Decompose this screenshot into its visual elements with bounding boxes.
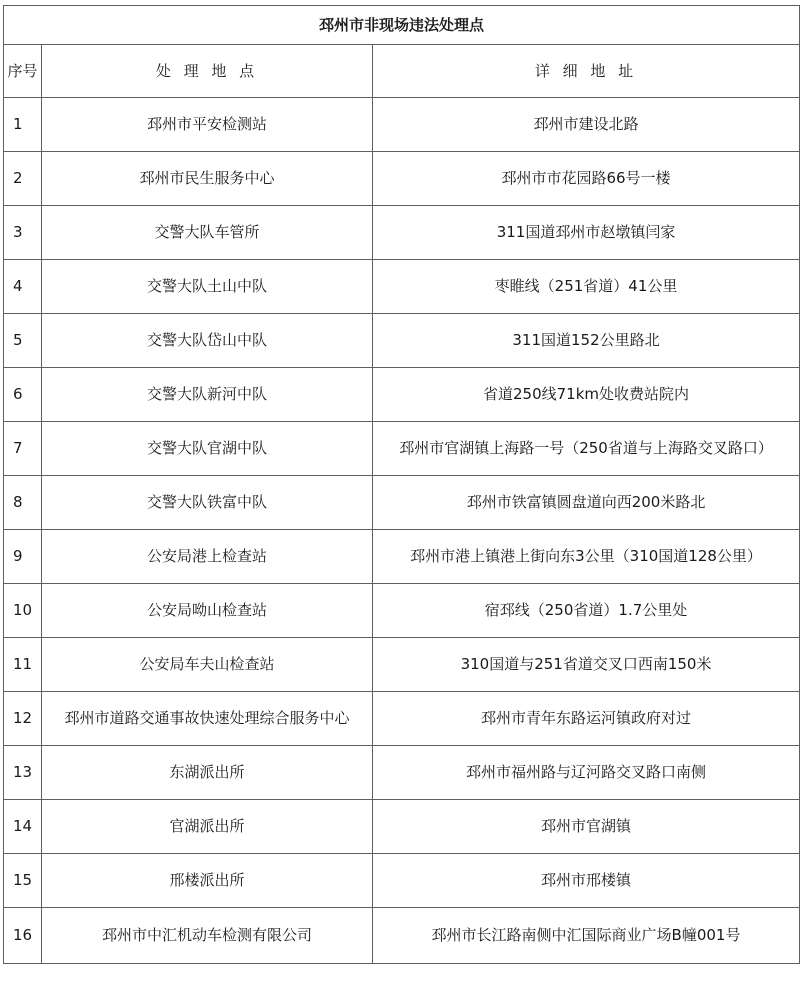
table-row xyxy=(4,422,800,476)
row-place: 官湖派出所 xyxy=(42,800,373,854)
row-place: 邢楼派出所 xyxy=(42,854,373,908)
table-row xyxy=(4,800,800,854)
row-address: 邳州市铁富镇圆盘道向西200米路北 xyxy=(373,476,800,530)
row-number: 15 xyxy=(4,854,42,908)
table-row xyxy=(4,476,800,530)
row-number: 16 xyxy=(4,908,42,964)
row-number: 3 xyxy=(4,206,42,260)
row-address: 邳州市邢楼镇 xyxy=(373,854,800,908)
table-row xyxy=(4,260,800,314)
table-row xyxy=(4,908,800,964)
row-address: 邳州市建设北路 xyxy=(373,98,800,152)
table-row xyxy=(4,314,800,368)
table-row xyxy=(4,746,800,800)
row-number: 9 xyxy=(4,530,42,584)
violation-locations-table xyxy=(3,5,800,964)
row-address: 邳州市港上镇港上街向东3公里（310国道128公里） xyxy=(373,530,800,584)
row-number: 12 xyxy=(4,692,42,746)
row-place: 公安局港上检查站 xyxy=(42,530,373,584)
row-number: 7 xyxy=(4,422,42,476)
table-row xyxy=(4,584,800,638)
row-number: 4 xyxy=(4,260,42,314)
row-number: 6 xyxy=(4,368,42,422)
row-address: 邳州市市花园路66号一楼 xyxy=(373,152,800,206)
row-place: 公安局车夫山检查站 xyxy=(42,638,373,692)
row-place: 交警大队土山中队 xyxy=(42,260,373,314)
header-address: 详 细 地 址 xyxy=(373,45,800,98)
table-row xyxy=(4,152,800,206)
row-place: 交警大队铁富中队 xyxy=(42,476,373,530)
row-number: 14 xyxy=(4,800,42,854)
table-row xyxy=(4,638,800,692)
row-address: 邳州市官湖镇上海路一号（250省道与上海路交叉路口） xyxy=(373,422,800,476)
row-place: 邳州市民生服务中心 xyxy=(42,152,373,206)
table-row xyxy=(4,854,800,908)
table-title-row xyxy=(4,6,800,45)
table-header-row xyxy=(4,45,800,98)
row-address: 枣睢线（251省道）41公里 xyxy=(373,260,800,314)
table-title: 邳州市非现场违法处理点 xyxy=(4,6,800,45)
row-number: 13 xyxy=(4,746,42,800)
header-no: 序号 xyxy=(4,45,42,98)
row-place: 东湖派出所 xyxy=(42,746,373,800)
row-place: 交警大队车管所 xyxy=(42,206,373,260)
row-place: 交警大队官湖中队 xyxy=(42,422,373,476)
row-address: 邳州市长江路南侧中汇国际商业广场B幢001号 xyxy=(373,908,800,964)
row-place: 邳州市中汇机动车检测有限公司 xyxy=(42,908,373,964)
row-address: 宿邳线（250省道）1.7公里处 xyxy=(373,584,800,638)
row-number: 11 xyxy=(4,638,42,692)
header-place: 处 理 地 点 xyxy=(42,45,373,98)
table-row xyxy=(4,530,800,584)
row-place: 交警大队岱山中队 xyxy=(42,314,373,368)
row-place: 邳州市平安检测站 xyxy=(42,98,373,152)
row-address: 311国道152公里路北 xyxy=(373,314,800,368)
row-address: 310国道与251省道交叉口西南150米 xyxy=(373,638,800,692)
row-address: 311国道邳州市赵墩镇闫家 xyxy=(373,206,800,260)
table-row xyxy=(4,692,800,746)
row-place: 邳州市道路交通事故快速处理综合服务中心 xyxy=(42,692,373,746)
row-number: 5 xyxy=(4,314,42,368)
row-place: 交警大队新河中队 xyxy=(42,368,373,422)
row-address: 邳州市福州路与辽河路交叉路口南侧 xyxy=(373,746,800,800)
row-address: 省道250线71km处收费站院内 xyxy=(373,368,800,422)
table-row xyxy=(4,206,800,260)
row-number: 1 xyxy=(4,98,42,152)
table-row xyxy=(4,368,800,422)
row-number: 8 xyxy=(4,476,42,530)
row-address: 邳州市官湖镇 xyxy=(373,800,800,854)
row-number: 10 xyxy=(4,584,42,638)
row-number: 2 xyxy=(4,152,42,206)
row-address: 邳州市青年东路运河镇政府对过 xyxy=(373,692,800,746)
row-place: 公安局呦山检查站 xyxy=(42,584,373,638)
table-row xyxy=(4,98,800,152)
